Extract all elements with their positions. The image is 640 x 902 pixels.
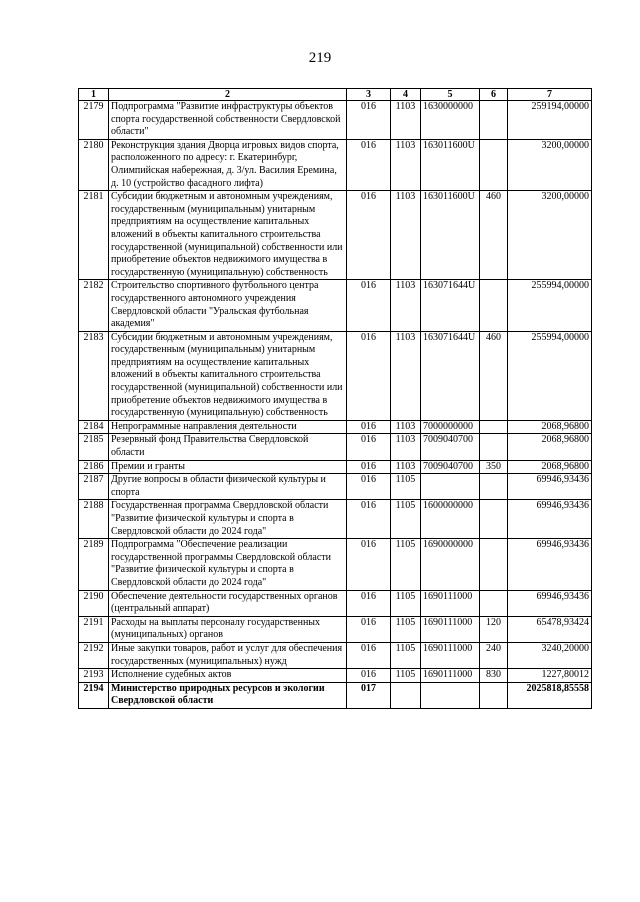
row-expense-type bbox=[480, 682, 508, 708]
row-target-code: 7009040700 bbox=[421, 434, 480, 460]
table-row bbox=[79, 616, 592, 642]
row-section-code: 1103 bbox=[391, 139, 421, 190]
row-expense-type: 120 bbox=[480, 616, 508, 642]
row-name: Государственная программа Свердловской области "Развитие физической культуры и спорта в Свердловской области до 2024 года" bbox=[109, 500, 347, 539]
row-target-code: 1690111000 bbox=[421, 669, 480, 683]
row-expense-type: 460 bbox=[480, 191, 508, 280]
row-expense-type bbox=[480, 474, 508, 500]
row-ministry-code: 016 bbox=[347, 420, 391, 434]
row-number: 2183 bbox=[79, 331, 109, 420]
row-ministry-code: 016 bbox=[347, 191, 391, 280]
table-row bbox=[79, 682, 592, 708]
row-section-code: 1103 bbox=[391, 331, 421, 420]
row-target-code bbox=[421, 474, 480, 500]
row-ministry-code: 016 bbox=[347, 280, 391, 331]
page-number: 219 bbox=[308, 50, 332, 66]
row-amount: 1227,80012 bbox=[508, 669, 592, 683]
row-number: 2191 bbox=[79, 616, 109, 642]
row-name: Иные закупки товаров, работ и услуг для обеспечения государственных (муниципальных) нужд bbox=[109, 642, 347, 668]
row-ministry-code: 016 bbox=[347, 331, 391, 420]
row-number: 2184 bbox=[79, 420, 109, 434]
row-ministry-code: 016 bbox=[347, 474, 391, 500]
table-row bbox=[79, 191, 592, 280]
row-name: Субсидии бюджетным и автономным учреждениям, государственным (муниципальным) унитарным предприятиям на осуществление капитальных вложений в объекты капитального строительства государственной (муниципальной) собственности или приобретение объектов недвижимого имущества в государственную (муниципальную) собственность bbox=[109, 191, 347, 280]
row-name: Реконструкция здания Дворца игровых видов спорта, расположенного по адресу: г. Екатеринбург, Олимпийская набережная, д. 3/ул. Василия Еремина, д. 10 (устройство фасадного лифта) bbox=[109, 139, 347, 190]
row-target-code: 163071644U bbox=[421, 280, 480, 331]
row-amount: 65478,93424 bbox=[508, 616, 592, 642]
row-expense-type bbox=[480, 420, 508, 434]
row-expense-type bbox=[480, 434, 508, 460]
row-section-code: 1105 bbox=[391, 642, 421, 668]
table-row bbox=[79, 434, 592, 460]
row-section-code: 1105 bbox=[391, 539, 421, 590]
row-expense-type: 240 bbox=[480, 642, 508, 668]
row-number: 2185 bbox=[79, 434, 109, 460]
row-amount: 69946,93436 bbox=[508, 500, 592, 539]
row-amount: 2068,96800 bbox=[508, 460, 592, 474]
row-section-code: 1105 bbox=[391, 616, 421, 642]
row-name: Министерство природных ресурсов и экологии Свердловской области bbox=[109, 682, 347, 708]
row-number: 2180 bbox=[79, 139, 109, 190]
row-amount: 255994,00000 bbox=[508, 280, 592, 331]
row-ministry-code: 016 bbox=[347, 642, 391, 668]
table-row bbox=[79, 331, 592, 420]
row-section-code: 1105 bbox=[391, 669, 421, 683]
row-amount: 2025818,85558 bbox=[508, 682, 592, 708]
table-row bbox=[79, 280, 592, 331]
row-expense-type bbox=[480, 280, 508, 331]
row-target-code bbox=[421, 682, 480, 708]
row-section-code: 1105 bbox=[391, 590, 421, 616]
table-header-row bbox=[79, 89, 592, 101]
row-section-code bbox=[391, 682, 421, 708]
row-number: 2179 bbox=[79, 101, 109, 140]
row-number: 2190 bbox=[79, 590, 109, 616]
row-amount: 2068,96800 bbox=[508, 420, 592, 434]
row-target-code: 1690111000 bbox=[421, 616, 480, 642]
row-ministry-code: 016 bbox=[347, 101, 391, 140]
row-ministry-code: 016 bbox=[347, 539, 391, 590]
row-name: Подпрограмма "Развитие инфраструктуры объектов спорта государственной собственности Свердловской области" bbox=[109, 101, 347, 140]
row-target-code: 1630000000 bbox=[421, 101, 480, 140]
row-name: Непрограммные направления деятельности bbox=[109, 420, 347, 434]
row-number: 2192 bbox=[79, 642, 109, 668]
table-body bbox=[79, 101, 592, 709]
row-name: Субсидии бюджетным и автономным учреждениям, государственным (муниципальным) унитарным предприятиям на осуществление капитальных вложений в объекты капитального строительства государственной (муниципальной) собственности или приобретение объектов недвижимого имущества в государственную (муниципальную) собственность bbox=[109, 331, 347, 420]
row-target-code: 1690000000 bbox=[421, 539, 480, 590]
row-number: 2194 bbox=[79, 682, 109, 708]
row-section-code: 1105 bbox=[391, 474, 421, 500]
row-expense-type: 830 bbox=[480, 669, 508, 683]
row-target-code: 163011600U bbox=[421, 139, 480, 190]
row-ministry-code: 016 bbox=[347, 669, 391, 683]
row-amount: 3200,00000 bbox=[508, 191, 592, 280]
row-expense-type bbox=[480, 590, 508, 616]
row-amount: 259194,00000 bbox=[508, 101, 592, 140]
row-section-code: 1103 bbox=[391, 460, 421, 474]
header-col-3: 3 bbox=[347, 89, 391, 101]
row-section-code: 1103 bbox=[391, 280, 421, 331]
row-name: Обеспечение деятельности государственных органов (центральный аппарат) bbox=[109, 590, 347, 616]
header-col-1: 1 bbox=[79, 89, 109, 101]
row-amount: 3240,20000 bbox=[508, 642, 592, 668]
table-row bbox=[79, 101, 592, 140]
header-col-7: 7 bbox=[508, 89, 592, 101]
row-expense-type: 350 bbox=[480, 460, 508, 474]
row-number: 2181 bbox=[79, 191, 109, 280]
row-amount: 69946,93436 bbox=[508, 539, 592, 590]
row-target-code: 163011600U bbox=[421, 191, 480, 280]
row-expense-type bbox=[480, 500, 508, 539]
row-section-code: 1103 bbox=[391, 434, 421, 460]
row-number: 2188 bbox=[79, 500, 109, 539]
row-name: Расходы на выплаты персоналу государственных (муниципальных) органов bbox=[109, 616, 347, 642]
row-section-code: 1103 bbox=[391, 420, 421, 434]
row-ministry-code: 016 bbox=[347, 616, 391, 642]
row-ministry-code: 016 bbox=[347, 139, 391, 190]
header-col-4: 4 bbox=[391, 89, 421, 101]
row-number: 2182 bbox=[79, 280, 109, 331]
budget-table bbox=[78, 88, 592, 709]
row-amount: 69946,93436 bbox=[508, 590, 592, 616]
table-row bbox=[79, 590, 592, 616]
table-row bbox=[79, 420, 592, 434]
row-ministry-code: 016 bbox=[347, 500, 391, 539]
row-section-code: 1103 bbox=[391, 101, 421, 140]
table-row bbox=[79, 460, 592, 474]
row-number: 2186 bbox=[79, 460, 109, 474]
row-target-code: 1690111000 bbox=[421, 642, 480, 668]
row-target-code: 1690111000 bbox=[421, 590, 480, 616]
row-target-code: 163071644U bbox=[421, 331, 480, 420]
header-col-2: 2 bbox=[109, 89, 347, 101]
table-row bbox=[79, 474, 592, 500]
row-amount: 69946,93436 bbox=[508, 474, 592, 500]
row-ministry-code: 016 bbox=[347, 434, 391, 460]
row-name: Другие вопросы в области физической культуры и спорта bbox=[109, 474, 347, 500]
row-name: Премии и гранты bbox=[109, 460, 347, 474]
row-amount: 2068,96800 bbox=[508, 434, 592, 460]
table-row bbox=[79, 642, 592, 668]
header-col-5: 5 bbox=[421, 89, 480, 101]
row-section-code: 1105 bbox=[391, 500, 421, 539]
row-name: Строительство спортивного футбольного центра государственного автономного учреждения Свердловской области "Уральская футбольная академия" bbox=[109, 280, 347, 331]
row-number: 2193 bbox=[79, 669, 109, 683]
row-expense-type bbox=[480, 101, 508, 140]
row-expense-type: 460 bbox=[480, 331, 508, 420]
row-name: Исполнение судебных актов bbox=[109, 669, 347, 683]
row-ministry-code: 016 bbox=[347, 590, 391, 616]
row-number: 2189 bbox=[79, 539, 109, 590]
row-expense-type bbox=[480, 139, 508, 190]
row-ministry-code: 017 bbox=[347, 682, 391, 708]
row-expense-type bbox=[480, 539, 508, 590]
row-section-code: 1103 bbox=[391, 191, 421, 280]
row-name: Резервный фонд Правительства Свердловской области bbox=[109, 434, 347, 460]
row-name: Подпрограмма "Обеспечение реализации государственной программы Свердловской области "Развитие физической культуры и спорта в Свердловской области до 2024 года" bbox=[109, 539, 347, 590]
row-amount: 255994,00000 bbox=[508, 331, 592, 420]
row-ministry-code: 016 bbox=[347, 460, 391, 474]
row-target-code: 7009040700 bbox=[421, 460, 480, 474]
table-row bbox=[79, 669, 592, 683]
row-number: 2187 bbox=[79, 474, 109, 500]
table-row bbox=[79, 139, 592, 190]
row-target-code: 7000000000 bbox=[421, 420, 480, 434]
table-row bbox=[79, 539, 592, 590]
table-row bbox=[79, 500, 592, 539]
row-target-code: 1600000000 bbox=[421, 500, 480, 539]
row-amount: 3200,00000 bbox=[508, 139, 592, 190]
header-col-6: 6 bbox=[480, 89, 508, 101]
